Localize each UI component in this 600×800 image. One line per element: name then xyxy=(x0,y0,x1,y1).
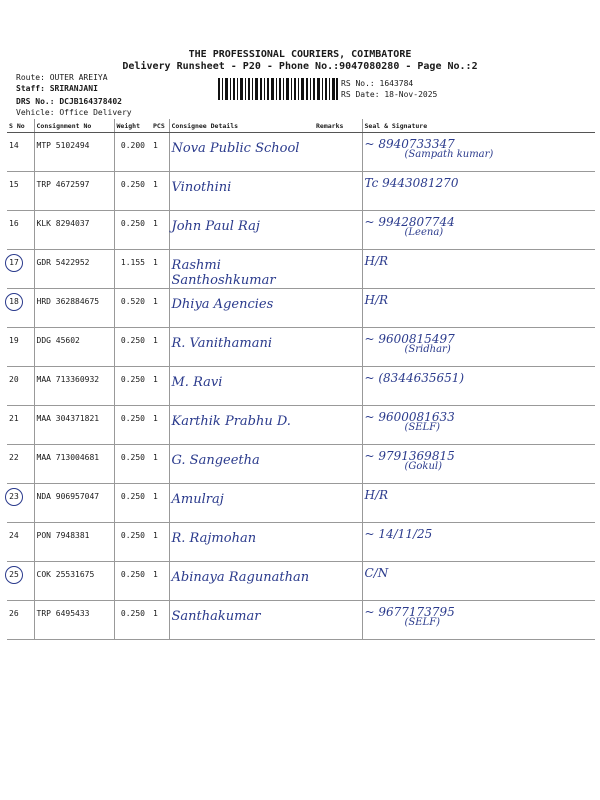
cell-signature xyxy=(362,601,595,640)
col-signature: Seal & Signature xyxy=(362,119,595,133)
consignee-handwriting: Karthik Prabhu D. xyxy=(171,414,291,429)
staff-info: Staff: SRIRANJANI xyxy=(16,84,98,93)
cell-weight: 0.200 xyxy=(114,133,151,172)
cell-pcs: 1 xyxy=(151,406,169,445)
signature-text: ~ 9942807744 xyxy=(364,215,455,229)
cell-sno xyxy=(7,406,34,445)
cell-consignee xyxy=(169,328,314,367)
cell-signature xyxy=(362,484,595,523)
consignee-handwriting: M. Ravi xyxy=(171,375,223,390)
receiver-name: (SELF) xyxy=(404,422,441,433)
receiver-name: (Sampath kumar) xyxy=(404,149,494,160)
cell-weight: 0.520 xyxy=(114,289,151,328)
cell-pcs: 1 xyxy=(151,523,169,562)
cell-consignment: DDG 45602 xyxy=(34,328,114,367)
cell-consignment: MAA 713004681 xyxy=(34,445,114,484)
cell-consignment: MAA 713360932 xyxy=(34,367,114,406)
table-row xyxy=(7,250,595,289)
cell-signature xyxy=(362,406,595,445)
cell-weight: 0.250 xyxy=(114,328,151,367)
cell-signature xyxy=(362,523,595,562)
row-sno: 26 xyxy=(9,609,19,618)
circled-number: 23 xyxy=(5,488,23,506)
receiver-name: (Sridhar) xyxy=(404,344,451,355)
cell-pcs: 1 xyxy=(151,484,169,523)
rs-date: RS Date: 18-Nov-2025 xyxy=(341,90,438,99)
cell-consignee xyxy=(169,133,314,172)
signature-text: C/N xyxy=(364,566,389,580)
cell-pcs: 1 xyxy=(151,211,169,250)
cell-pcs: 1 xyxy=(151,133,169,172)
table-row xyxy=(7,289,595,328)
row-sno: 14 xyxy=(9,141,19,150)
cell-remarks xyxy=(314,445,362,484)
cell-sno xyxy=(7,484,34,523)
signature-text: H/R xyxy=(364,293,389,307)
cell-weight: 0.250 xyxy=(114,601,151,640)
route-info: Route: OUTER AREIYA xyxy=(16,73,108,82)
cell-pcs: 1 xyxy=(151,328,169,367)
cell-remarks xyxy=(314,250,362,289)
signature-text: ~ (8344635651) xyxy=(364,371,465,385)
col-remarks: Remarks xyxy=(314,119,362,133)
cell-remarks xyxy=(314,289,362,328)
cell-consignment: MAA 304371821 xyxy=(34,406,114,445)
cell-consignment: COK 25531675 xyxy=(34,562,114,601)
cell-signature xyxy=(362,250,595,289)
table-row xyxy=(7,601,595,640)
cell-weight: 0.250 xyxy=(114,484,151,523)
cell-remarks xyxy=(314,367,362,406)
table-row xyxy=(7,445,595,484)
cell-remarks xyxy=(314,406,362,445)
cell-consignee xyxy=(169,601,314,640)
consignee-handwriting: G. Sangeetha xyxy=(171,453,260,468)
cell-consignee xyxy=(169,367,314,406)
runsheet-subtitle: Delivery Runsheet - P20 - Phone No.:9047080280 - Page No.:2 xyxy=(122,61,478,72)
row-sno: 22 xyxy=(9,453,19,462)
cell-consignment: GDR 5422952 xyxy=(34,250,114,289)
cell-sno xyxy=(7,523,34,562)
signature-text: ~ 8940733347 xyxy=(364,137,455,151)
cell-pcs: 1 xyxy=(151,562,169,601)
consignee-handwriting: Abinaya Ragunathan xyxy=(171,570,310,585)
consignee-handwriting: John Paul Raj xyxy=(171,219,260,234)
consignee-handwriting: Santhakumar xyxy=(171,609,261,624)
cell-sno xyxy=(7,367,34,406)
cell-sno xyxy=(7,133,34,172)
receiver-name: (SELF) xyxy=(404,617,441,628)
row-sno: 20 xyxy=(9,375,19,384)
signature-text: ~ 9600081633 xyxy=(364,410,455,424)
drs-info: DRS No.: DCJB164378402 xyxy=(16,97,122,106)
cell-sno xyxy=(7,172,34,211)
cell-pcs: 1 xyxy=(151,250,169,289)
cell-signature xyxy=(362,172,595,211)
table-row xyxy=(7,367,595,406)
cell-remarks xyxy=(314,172,362,211)
receiver-name: (Gokul) xyxy=(404,461,443,472)
cell-remarks xyxy=(314,484,362,523)
signature-text: H/R xyxy=(364,488,389,502)
table-row xyxy=(7,133,595,172)
cell-sno xyxy=(7,328,34,367)
consignee-handwriting: R. Rajmohan xyxy=(171,531,257,546)
circled-number: 25 xyxy=(5,566,23,584)
cell-sno xyxy=(7,211,34,250)
cell-remarks xyxy=(314,562,362,601)
cell-consignee xyxy=(169,211,314,250)
cell-signature xyxy=(362,133,595,172)
signature-text: ~ 14/11/25 xyxy=(364,527,433,541)
cell-sno xyxy=(7,562,34,601)
cell-pcs: 1 xyxy=(151,289,169,328)
consignee-handwriting: Vinothini xyxy=(171,180,232,195)
cell-weight: 0.250 xyxy=(114,211,151,250)
cell-signature xyxy=(362,367,595,406)
cell-consignee xyxy=(169,445,314,484)
signature-text: Tc 9443081270 xyxy=(364,176,459,190)
circled-number: 17 xyxy=(5,254,23,272)
cell-pcs: 1 xyxy=(151,172,169,211)
cell-remarks xyxy=(314,601,362,640)
cell-signature xyxy=(362,289,595,328)
cell-remarks xyxy=(314,328,362,367)
cell-consignment: HRD 362884675 xyxy=(34,289,114,328)
cell-signature xyxy=(362,562,595,601)
cell-remarks xyxy=(314,211,362,250)
cell-pcs: 1 xyxy=(151,367,169,406)
table-row xyxy=(7,562,595,601)
cell-consignee xyxy=(169,523,314,562)
delivery-table xyxy=(7,119,595,640)
consignee-handwriting: R. Vanithamani xyxy=(171,336,272,351)
table-row xyxy=(7,328,595,367)
row-sno: 16 xyxy=(9,219,19,228)
cell-signature xyxy=(362,328,595,367)
col-consignment: Consignment No xyxy=(34,119,114,133)
circled-number: 18 xyxy=(5,293,23,311)
cell-consignment: TRP 4672597 xyxy=(34,172,114,211)
row-sno: 15 xyxy=(9,180,19,189)
consignee-handwriting: Dhiya Agencies xyxy=(171,297,274,312)
cell-remarks xyxy=(314,133,362,172)
consignee-handwriting: Nova Public School xyxy=(171,141,300,156)
cell-pcs: 1 xyxy=(151,445,169,484)
cell-weight: 0.250 xyxy=(114,445,151,484)
table-row xyxy=(7,406,595,445)
cell-signature xyxy=(362,445,595,484)
signature-text: ~ 9791369815 xyxy=(364,449,455,463)
receiver-name: (Leena) xyxy=(404,227,444,238)
col-sno: S No xyxy=(7,119,34,133)
cell-consignment: PON 7948381 xyxy=(34,523,114,562)
cell-weight: 0.250 xyxy=(114,523,151,562)
consignee-handwriting: Rashmi Santhoshkumar xyxy=(171,258,276,288)
col-pcs: PCS xyxy=(151,119,169,133)
cell-sno xyxy=(7,289,34,328)
cell-consignee xyxy=(169,484,314,523)
cell-consignment: KLK 8294037 xyxy=(34,211,114,250)
cell-signature xyxy=(362,211,595,250)
signature-text: H/R xyxy=(364,254,389,268)
cell-consignee xyxy=(169,250,314,289)
company-title: THE PROFESSIONAL COURIERS, COIMBATORE xyxy=(188,49,412,60)
cell-sno xyxy=(7,601,34,640)
cell-consignment: MTP 5102494 xyxy=(34,133,114,172)
cell-weight: 0.250 xyxy=(114,367,151,406)
row-sno: 21 xyxy=(9,414,19,423)
cell-weight: 0.250 xyxy=(114,562,151,601)
cell-sno xyxy=(7,250,34,289)
table-row xyxy=(7,523,595,562)
cell-weight: 0.250 xyxy=(114,172,151,211)
col-weight: Weight xyxy=(114,119,151,133)
signature-text: ~ 9677173795 xyxy=(364,605,455,619)
vehicle-info: Vehicle: Office Delivery xyxy=(16,108,132,117)
table-row xyxy=(7,172,595,211)
cell-weight: 0.250 xyxy=(114,406,151,445)
rs-number: RS No.: 1643784 xyxy=(341,79,414,88)
cell-sno xyxy=(7,445,34,484)
barcode-icon xyxy=(218,78,338,100)
cell-pcs: 1 xyxy=(151,601,169,640)
signature-text: ~ 9600815497 xyxy=(364,332,455,346)
cell-consignee xyxy=(169,406,314,445)
cell-consignee xyxy=(169,562,314,601)
table-header-row xyxy=(7,119,595,133)
consignee-handwriting: Amulraj xyxy=(171,492,224,507)
cell-consignee xyxy=(169,172,314,211)
cell-consignee xyxy=(169,289,314,328)
table-row xyxy=(7,484,595,523)
cell-consignment: TRP 6495433 xyxy=(34,601,114,640)
cell-consignment: NDA 906957047 xyxy=(34,484,114,523)
table-row xyxy=(7,211,595,250)
cell-weight: 1.155 xyxy=(114,250,151,289)
cell-remarks xyxy=(314,523,362,562)
row-sno: 24 xyxy=(9,531,19,540)
row-sno: 19 xyxy=(9,336,19,345)
col-consignee: Consignee Details xyxy=(169,119,314,133)
